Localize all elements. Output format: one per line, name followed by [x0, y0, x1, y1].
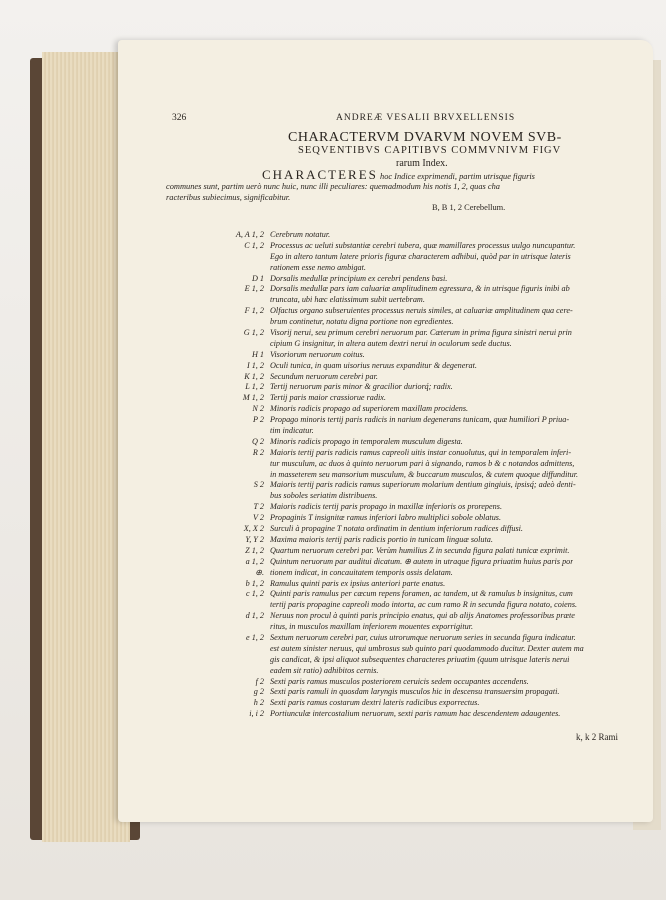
- entry-text: Maioris tertij paris radicis ramus capreoli uitis instar conuolutus, qui in temporalem inferi-: [270, 447, 572, 457]
- index-entry: [228, 361, 618, 372]
- entry-text: Propaginis T insignitæ ramus inferiori labro multiplici sobole oblatus.: [270, 513, 502, 523]
- entry-key: E 1, 2: [244, 284, 264, 294]
- index-entry: [228, 448, 618, 459]
- character-index: [228, 230, 618, 720]
- entry-text: Quinti paris ramulus per cæcum repens foramen, ac tandem, ut & ramulus b insignitus, cum: [270, 589, 573, 599]
- entry-key: V 2: [253, 513, 264, 523]
- index-entry: [228, 480, 618, 491]
- index-entry: [228, 284, 618, 295]
- entry-text: Dorsalis medullæ principium ex cerebri pendens basi.: [270, 273, 448, 283]
- running-head: ANDREÆ VESALII BRVXELLENSIS: [336, 113, 516, 123]
- entry-key: d 1, 2: [245, 611, 264, 621]
- index-entry: [228, 339, 618, 350]
- index-entry: [228, 600, 618, 611]
- entry-key: Z 1, 2: [245, 545, 264, 555]
- entry-key: K 1, 2: [244, 371, 264, 381]
- index-entry: [228, 589, 618, 600]
- index-entry: [228, 328, 618, 339]
- entry-text: in masseterem seu mansorium musculum, & buccarum musculos, & cutem quoque diffunditur.: [270, 469, 579, 479]
- entry-text: ritus, in musculos maxillam inferiorem mouentes exporrigitur.: [270, 622, 474, 632]
- index-entry: [228, 230, 618, 241]
- entry-text: Visoriorum neruorum coitus.: [270, 349, 365, 359]
- entry-text: Dorsalis medullæ pars iam caluariæ amplitudinem egressura, & in utrisque figuris inibi ab: [270, 284, 570, 294]
- entry-text: bus soboles seriatim distribuens.: [270, 491, 378, 501]
- title-line-3: rarum Index.: [396, 158, 448, 169]
- entry-text: cipium G insignitur, in altera autem dextri nerui in oculorum sede ductus.: [270, 338, 512, 348]
- intro-paragraph: [166, 167, 620, 214]
- entry-key: H 1: [251, 349, 264, 359]
- entry-key: M 1, 2: [242, 393, 264, 403]
- entry-text: est autem sinister neruus, qui umbrosus sub quinto pari quodammodo ducitur. Dexter autem ma: [270, 643, 584, 653]
- index-entry: [228, 535, 618, 546]
- entry-key: X, X 2: [243, 524, 264, 534]
- entry-text: Minoris radicis propago ad superiorem maxillam procidens.: [270, 404, 469, 414]
- entry-text: Sexti paris ramuli in quosdam laryngis musculos hic in descensu transuersim propagati.: [270, 687, 560, 697]
- entry-text: tionem indicat, in concauitatem temporis ossis delatam.: [270, 567, 453, 577]
- entry-key: R 2: [252, 447, 264, 457]
- intro-line: hoc Indice exprimendi, partim utrisque figuris: [380, 172, 535, 181]
- index-entry: [228, 470, 618, 481]
- index-entry: [228, 644, 618, 655]
- entry-key: Y, Y 2: [245, 534, 264, 544]
- page-edges: [42, 52, 130, 842]
- entry-text: Processus ac ueluti substantiæ cerebri tubera, quæ mamillares processus uulgo nuncupantur.: [270, 240, 576, 250]
- entry-text: Sexti paris ramus musculos posteriorem ceruicis sedem occupantes accendens.: [270, 676, 529, 686]
- index-entry: [228, 709, 618, 720]
- entry-text: Visorij nerui, seu primum cerebri neruorum par. Cæterum in prima figura sinistri nerui prin: [270, 328, 572, 338]
- index-entry: [228, 350, 618, 361]
- entry-text: Maioris radicis tertij paris propago in maxillæ inferioris os prorepens.: [270, 502, 502, 512]
- entry-text: tertij paris propagine capreoli modo intorta, ac cum ramo R in secunda figura notato, coiens.: [270, 600, 578, 610]
- entry-key: b 1, 2: [245, 578, 264, 588]
- entry-key: C 1, 2: [244, 240, 264, 250]
- index-entry: [228, 633, 618, 644]
- entry-text: tur musculum, ac duos à quinto neruorum pari à signando, ramos b & c notandos admittens,: [270, 458, 575, 468]
- index-entry: [228, 459, 618, 470]
- index-entry: [228, 426, 618, 437]
- entry-text: Secundum neruorum cerebri par.: [270, 371, 378, 381]
- entry-text: gis candicat, & ipsi aliquot subsequentes characteres priuatim (quum utrisque lateris nerui: [270, 654, 570, 664]
- index-entry: [228, 622, 618, 633]
- entry-text: tim indicatur.: [270, 426, 314, 436]
- entry-key: i, i 2: [249, 709, 264, 719]
- entry-key: g 2: [253, 687, 264, 697]
- entry-key: S 2: [253, 480, 264, 490]
- index-entry: [228, 687, 618, 698]
- intro-line: racteribus subiecimus, significabitur.: [166, 192, 291, 202]
- index-entry: [228, 306, 618, 317]
- entry-key: L 1, 2: [245, 382, 264, 392]
- entry-key: Q 2: [251, 436, 264, 446]
- catchword: k, k 2 Rami: [576, 732, 618, 742]
- entry-text: Propago minoris tertij paris radicis in narium degenerans tunicam, quæ humiliori P priua-: [270, 415, 570, 425]
- title-line-2: SEQVENTIBVS CAPITIBVS COMMVNIVM FIGV: [298, 145, 562, 156]
- index-entry: [228, 611, 618, 622]
- index-entry: [228, 677, 618, 688]
- index-entry: [228, 317, 618, 328]
- entry-text: Tertij paris maior crassiorue radix.: [270, 393, 386, 403]
- index-entry: [228, 568, 618, 579]
- index-entry: [228, 372, 618, 383]
- index-entry: [228, 437, 618, 448]
- entry-text: Quartum neruorum cerebri par. Verùm humilius Z in secunda figura palati tunicæ exprimit.: [270, 545, 570, 555]
- index-entry: [228, 382, 618, 393]
- entry-text: Sexti paris ramus costarum dextri lateris radicibus exporrectus.: [270, 698, 480, 708]
- entry-text: Ego in altero tantum latere prioris figuræ characterem adhibui, quòd par in utrisque lateris: [270, 251, 571, 261]
- entry-text: brum continetur, notatu digna portione non egredientes.: [270, 317, 454, 327]
- entry-text: truncata, ubi hæc elatissimum subit uertebram.: [270, 295, 425, 305]
- index-entry: [228, 546, 618, 557]
- entry-key: h 2: [253, 698, 264, 708]
- entry-key: e 1, 2: [246, 632, 264, 642]
- index-entry: [228, 252, 618, 263]
- entry-text: Ramulus quinti paris ex ipsius anteriori parte enatus.: [270, 578, 446, 588]
- page-number: 326: [172, 113, 187, 123]
- entry-key: N 2: [252, 404, 264, 414]
- index-entry: [228, 241, 618, 252]
- index-entry: [228, 666, 618, 677]
- entry-text: Cerebrum notatur.: [270, 230, 331, 239]
- entry-key: T 2: [253, 502, 264, 512]
- index-entry: [228, 502, 618, 513]
- index-entry: [228, 263, 618, 274]
- entry-key: G 1, 2: [243, 328, 264, 338]
- index-entry: [228, 415, 618, 426]
- entry-text: Maxima maioris tertij paris radicis portio in tunicam linguæ soluta.: [270, 534, 493, 544]
- index-entry: [228, 404, 618, 415]
- entry-key: ⊕.: [255, 567, 264, 577]
- index-entry: [228, 274, 618, 285]
- entry-text: rationem esse nemo ambigat.: [270, 262, 366, 272]
- entry-text: Surculi à propagine T notata ordinatim in dentium inferiorum radices diffusi.: [270, 524, 523, 534]
- title-line-1: CHARACTERVM DVARVM NOVEM SVB-: [288, 130, 562, 145]
- entry-text: Oculi tunica, in quam uisorius neruus expanditur & degenerat.: [270, 360, 477, 370]
- entry-text: Minoris radicis propago in temporalem musculum digesta.: [270, 436, 463, 446]
- index-entry: [228, 513, 618, 524]
- entry-text: Tertij neruorum paris minor & gracilior duriorq́; radix.: [270, 382, 453, 392]
- index-entry: [228, 295, 618, 306]
- intro-head: CHARACTERES: [262, 167, 378, 182]
- entry-key: P 2: [253, 415, 264, 425]
- entry-key: I 1, 2: [246, 360, 264, 370]
- entry-key: c 1, 2: [246, 589, 264, 599]
- entry-key: D 1: [251, 273, 264, 283]
- index-entry: [228, 393, 618, 404]
- entry-key: f 2: [255, 676, 264, 686]
- index-entry: [228, 698, 618, 709]
- index-entry: [228, 491, 618, 502]
- entry-text: Olfactus organo subseruientes processus neruis similes, at caluariæ amplitudinem qua cere-: [270, 306, 573, 316]
- entry-text: Sextum neruorum cerebri par, cuius utrorumque neruorum series in secunda figura indicatur.: [270, 632, 576, 642]
- index-entry: [228, 579, 618, 590]
- entry-key: F 1, 2: [244, 306, 264, 316]
- entry-text: Portiunculæ intercostalium neruorum, sexti paris ramum hac descendentem adaugentes.: [270, 709, 561, 719]
- entry-text: Maioris tertij paris radicis ramus superiorum molarium dentium gingiuis, ipsisq́; adeò denti-: [270, 480, 576, 490]
- intro-line: communes sunt, partim uerò nunc huic, nunc illi peculiares: quemadmodum his notis 1, 2, quas cha: [166, 182, 500, 192]
- entry-text: Quintum neruorum par auditui dicatum. ⊕ autem in utraque figura priuatim huius paris por: [270, 556, 574, 566]
- index-entry: [228, 524, 618, 535]
- entry-key: A, A 1, 2: [235, 230, 264, 239]
- entry-text: eadem sit ratio) adhibitos cernis.: [270, 665, 379, 675]
- entry-key: a 1, 2: [245, 556, 264, 566]
- page-header: [168, 105, 608, 177]
- index-entry: [228, 655, 618, 666]
- intro-line: B, B 1, 2 Cerebellum.: [432, 203, 506, 213]
- index-entry: [228, 557, 618, 568]
- entry-text: Neruus non procul à quinti paris principio enatus, qui ab alijs Anatomes professoribus præte: [270, 611, 575, 621]
